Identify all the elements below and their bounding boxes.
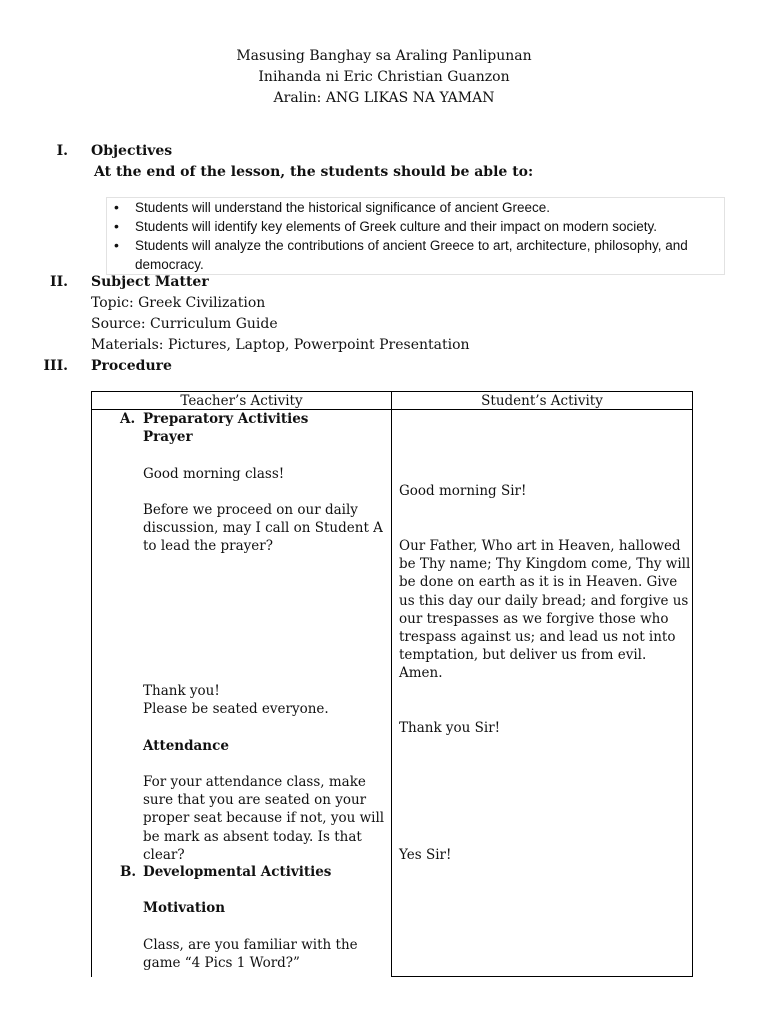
list-letter-b: B. bbox=[120, 864, 137, 880]
column-header-teacher: Teacher’s Activity bbox=[92, 392, 392, 410]
motivation-text: Class, are you familiar with the game “4 Pics 1 Word?” bbox=[143, 937, 358, 972]
header-title: Masusing Banghay sa Araling Panlipunan bbox=[236, 48, 532, 64]
section-numeral-procedure: III. bbox=[43, 358, 68, 374]
column-header-student: Student’s Activity bbox=[392, 392, 693, 410]
student-thanks-reply: Thank you Sir! bbox=[399, 720, 501, 736]
seated-instruction: Please be seated everyone. bbox=[143, 701, 329, 717]
procedure-table bbox=[91, 391, 693, 977]
teacher-activity-cell bbox=[92, 410, 392, 977]
student-prayer-text: Our Father, Who art in Heaven, hallowed be Thy name; Thy Kingdom come, Thy will be done on earth as it is in Heaven. Give us this day our daily bread; and forgive us our trespasses as we forgive those who trespass against us; and lead us not into temptation, but deliver us from evil. Amen. bbox=[399, 538, 691, 682]
teacher-thanks: Thank you! bbox=[143, 683, 220, 699]
objectives-list bbox=[107, 198, 724, 274]
section-numeral-objectives: I. bbox=[56, 143, 68, 159]
attendance-text: For your attendance class, make sure that you are seated on your proper seat because if not, you will be mark as absent today. Is that clear? bbox=[143, 774, 385, 863]
header-lesson: Aralin: ANG LIKAS NA YAMAN bbox=[273, 90, 495, 106]
objective-item: • Students will understand the historical significance of ancient Greece. bbox=[107, 198, 724, 217]
section-title-procedure: Procedure bbox=[91, 358, 172, 374]
subject-materials: Materials: Pictures, Laptop, Powerpoint Presentation bbox=[91, 337, 470, 353]
student-greeting-reply: Good morning Sir! bbox=[399, 483, 527, 499]
list-letter-a: A. bbox=[120, 411, 136, 427]
prayer-heading: Prayer bbox=[143, 429, 193, 445]
student-yes-reply: Yes Sir! bbox=[399, 847, 452, 863]
preparatory-activities-heading: Preparatory Activities bbox=[143, 411, 309, 427]
attendance-heading: Attendance bbox=[143, 738, 229, 754]
prayer-request: Before we proceed on our daily discussion, may I call on Student A to lead the prayer? bbox=[143, 502, 383, 555]
section-numeral-subject-matter: II. bbox=[50, 274, 68, 290]
header-author: Inihanda ni Eric Christian Guanzon bbox=[258, 69, 510, 85]
objectives-list-box bbox=[106, 197, 725, 275]
developmental-activities-heading: Developmental Activities bbox=[143, 864, 332, 880]
subject-source: Source: Curriculum Guide bbox=[91, 316, 278, 332]
subject-topic: Topic: Greek Civilization bbox=[91, 295, 266, 311]
document-header bbox=[0, 46, 768, 109]
objectives-intro: At the end of the lesson, the students should be able to: bbox=[94, 164, 534, 180]
section-title-subject-matter: Subject Matter bbox=[91, 274, 209, 290]
motivation-heading: Motivation bbox=[143, 900, 226, 916]
teacher-greeting: Good morning class! bbox=[143, 466, 285, 482]
objective-item: • Students will analyze the contributions of ancient Greece to art, architecture, philosophy, and democracy. bbox=[107, 236, 724, 274]
student-activity-cell bbox=[392, 410, 693, 977]
section-title-objectives: Objectives bbox=[91, 143, 173, 159]
objective-item: • Students will identify key elements of Greek culture and their impact on modern society. bbox=[107, 217, 724, 236]
